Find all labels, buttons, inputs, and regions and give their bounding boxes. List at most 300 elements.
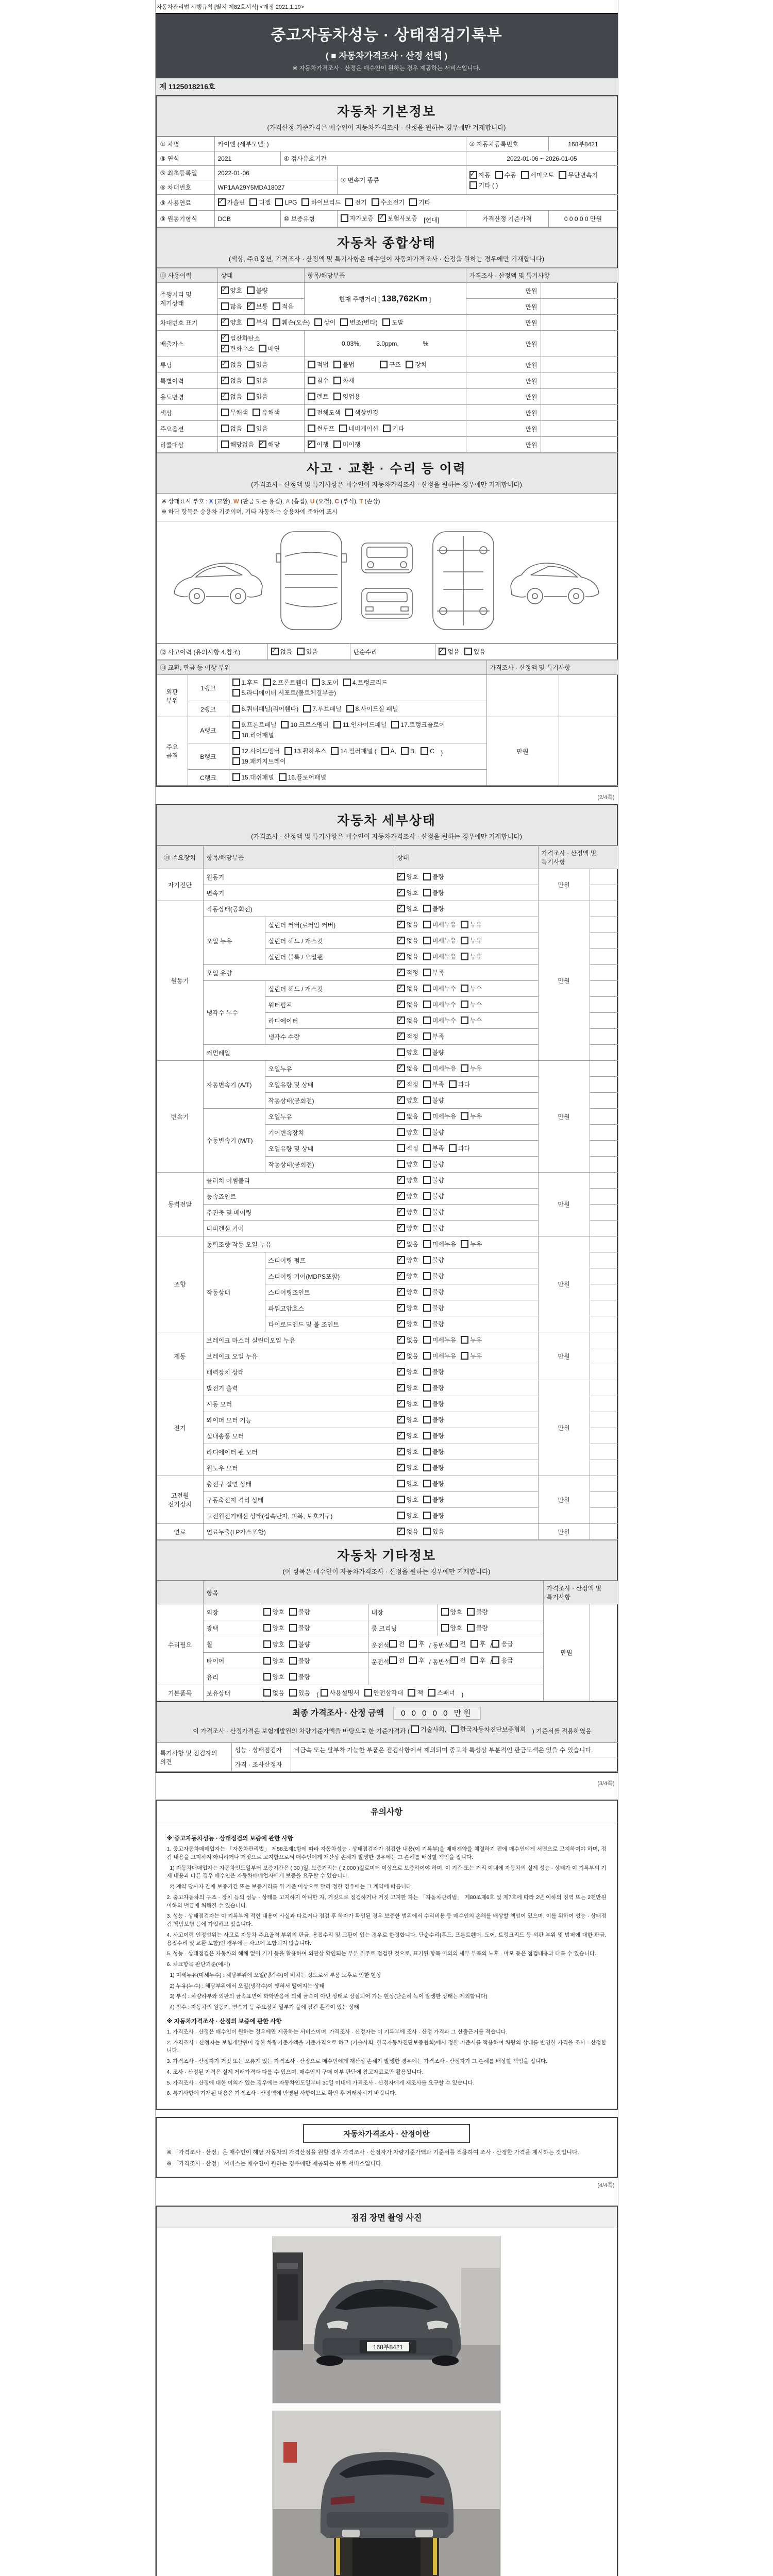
checkbox-unchecked[interactable]	[450, 1656, 466, 1665]
checkbox-checked[interactable]	[397, 1256, 418, 1264]
checkbox-checked[interactable]	[221, 360, 242, 369]
checkbox-unchecked[interactable]	[469, 181, 498, 190]
checkbox-icon	[423, 1368, 431, 1376]
checkbox-unchecked[interactable]	[232, 678, 259, 687]
checkbox-unchecked[interactable]	[423, 1240, 456, 1248]
cell	[590, 949, 618, 965]
checkbox-unchecked[interactable]	[423, 936, 456, 945]
notice-line: ※ 「가격조사 · 산정」은 매수인이 해당 자동차의 가격산정을 원할 경우 가격조사 · 산정자가 차량기준가액과 기준서를 적용하여 조사 · 산정한 가격을 제시하는 것입니다.	[166, 2149, 579, 2156]
checkbox-unchecked[interactable]	[308, 392, 329, 401]
checkbox-checked[interactable]	[397, 1272, 418, 1280]
checkbox-unchecked[interactable]	[423, 920, 456, 929]
checkbox-unchecked[interactable]	[470, 1639, 486, 1648]
checkbox-unchecked[interactable]	[467, 1623, 488, 1632]
checkbox-checked[interactable]	[397, 1064, 418, 1073]
checkbox-unchecked[interactable]	[232, 747, 280, 755]
checkbox-unchecked[interactable]	[467, 1607, 488, 1616]
checkbox-unchecked[interactable]	[397, 1160, 418, 1168]
checkbox-cell	[260, 1653, 368, 1669]
checkbox-icon	[308, 393, 315, 400]
checkbox-unchecked[interactable]	[423, 1319, 444, 1328]
cell: 연료누출(LP가스포함)	[203, 1524, 394, 1540]
checkbox-unchecked[interactable]	[428, 1688, 455, 1697]
checkbox-unchecked[interactable]	[423, 1399, 444, 1408]
checkbox-unchecked[interactable]	[423, 1016, 456, 1025]
notice-box	[156, 1800, 618, 2110]
checkbox-checked[interactable]	[397, 888, 418, 897]
checkbox-unchecked[interactable]	[423, 1463, 444, 1472]
checkbox-unchecked[interactable]	[301, 198, 341, 207]
checkbox-unchecked[interactable]	[314, 318, 335, 327]
cell: ② 자동차등록번호	[466, 137, 548, 151]
checkbox-checked[interactable]	[439, 647, 460, 656]
checkbox-unchecked[interactable]	[423, 1415, 444, 1424]
checkbox-unchecked[interactable]	[451, 1725, 526, 1734]
checkbox-unchecked[interactable]	[343, 678, 388, 687]
checkbox-unchecked[interactable]	[423, 1431, 444, 1440]
checkbox-label: 과다	[458, 1081, 470, 1089]
checkbox-unchecked[interactable]	[263, 1640, 284, 1649]
checkbox-icon	[397, 1368, 405, 1376]
checkbox-checked[interactable]	[397, 1447, 418, 1456]
checkbox-unchecked[interactable]	[461, 1335, 482, 1344]
checkbox-unchecked[interactable]	[389, 1639, 405, 1648]
checkbox-label: 적정	[406, 1145, 418, 1153]
checkbox-checked[interactable]	[397, 872, 418, 881]
checkbox-unchecked[interactable]	[289, 1623, 310, 1632]
cell-text: /	[490, 1658, 492, 1666]
checkbox-label: 미세누유	[432, 953, 457, 961]
checkbox-unchecked[interactable]	[221, 424, 242, 433]
checkbox-unchecked[interactable]	[423, 1287, 444, 1296]
checkbox-unchecked[interactable]	[461, 952, 482, 961]
checkbox-unchecked[interactable]	[423, 1096, 444, 1105]
cell	[590, 1284, 618, 1300]
checkbox-unchecked[interactable]	[232, 773, 274, 782]
cell: 수리필요	[157, 1604, 203, 1685]
checkbox-unchecked[interactable]	[450, 1639, 466, 1648]
checkbox-label: 없음	[447, 648, 460, 656]
checkbox-unchecked[interactable]	[232, 688, 337, 697]
checkbox-unchecked[interactable]	[346, 704, 398, 713]
checkbox-unchecked[interactable]	[221, 440, 254, 449]
checkbox-icon	[461, 1240, 468, 1248]
checkbox-unchecked[interactable]	[461, 936, 482, 945]
checkbox-unchecked[interactable]	[333, 376, 355, 385]
checkbox-icon	[341, 214, 348, 222]
checkbox-icon	[397, 1352, 405, 1360]
checkbox-checked[interactable]	[469, 171, 491, 179]
checkbox-unchecked[interactable]	[341, 214, 374, 223]
checkbox-unchecked[interactable]	[247, 286, 268, 295]
checkbox-unchecked[interactable]	[397, 1479, 418, 1488]
checkbox-unchecked[interactable]	[284, 747, 326, 755]
checkbox-checked[interactable]	[397, 1383, 418, 1392]
checkbox-icon	[461, 921, 468, 928]
cell: 만원	[543, 1604, 590, 1701]
checkbox-icon	[345, 198, 353, 206]
checkbox-unchecked[interactable]	[423, 1192, 444, 1200]
checkbox-unchecked[interactable]	[441, 1607, 462, 1616]
checkbox-icon	[397, 1096, 405, 1104]
checkbox-label: 양호	[406, 1496, 418, 1504]
checkbox-unchecked[interactable]	[461, 1351, 482, 1360]
checkbox-unchecked[interactable]	[449, 1144, 470, 1153]
checkbox-unchecked[interactable]	[492, 1639, 513, 1648]
checkbox-checked[interactable]	[397, 1032, 418, 1041]
section-detail-subtitle: (가격조사 · 산정액 및 특기사항은 매수인이 자동차가격조사 · 산정을 원하는 경우에만 기재합니다)	[251, 833, 522, 841]
checkbox-checked[interactable]	[221, 392, 242, 401]
checkbox-unchecked[interactable]	[461, 1000, 482, 1009]
checkbox-unchecked[interactable]	[423, 968, 444, 977]
checkbox-unchecked[interactable]	[289, 1656, 310, 1665]
checkbox-unchecked[interactable]	[423, 1080, 444, 1089]
checkbox-unchecked[interactable]	[423, 1495, 444, 1504]
checkbox-unchecked[interactable]	[406, 360, 427, 369]
checkbox-unchecked[interactable]	[461, 1240, 482, 1248]
checkbox-unchecked[interactable]	[289, 1640, 310, 1649]
checkbox-checked[interactable]	[397, 1208, 418, 1216]
cell-text: 138,762Km	[381, 293, 428, 303]
notice-line: 2. 가격조사 · 산정자는 보험개발원이 정한 차량기준가액을 기준가격으로 하고 (기술사회, 한국자동차진단보증협회)에서 정한 기준서를 적용하여 차량의 상태를 반영한 가격을 조사 · 산정합니다.	[166, 2039, 607, 2054]
checkbox-unchecked[interactable]	[423, 1479, 444, 1488]
checkbox-checked[interactable]	[397, 1527, 418, 1536]
table-row	[157, 717, 618, 743]
checkbox-label: 없음	[406, 1528, 418, 1536]
header-cell: 가격조사 · 산정액 및 특기사항	[466, 268, 618, 283]
cell: 주행거리 및 계기상태	[157, 283, 217, 315]
checkbox-unchecked[interactable]	[423, 984, 456, 993]
checkbox-unchecked[interactable]	[423, 1447, 444, 1456]
checkbox-unchecked[interactable]	[232, 704, 299, 713]
checkbox-checked[interactable]	[397, 1415, 418, 1424]
checkbox-unchecked[interactable]	[281, 720, 329, 729]
checkbox-checked[interactable]	[397, 1224, 418, 1232]
checkbox-unchecked[interactable]	[383, 424, 404, 433]
checkbox-icon	[221, 440, 229, 448]
checkbox-icon	[423, 1016, 431, 1024]
checkbox-checked[interactable]	[397, 1463, 418, 1472]
checkbox-unchecked[interactable]	[380, 360, 401, 369]
checkbox-unchecked[interactable]	[308, 360, 329, 369]
checkbox-unchecked[interactable]	[339, 424, 378, 433]
checkbox-icon	[461, 937, 468, 944]
checkbox-unchecked[interactable]	[423, 1112, 456, 1121]
checkbox-checked[interactable]	[397, 1399, 418, 1408]
checkbox-checked[interactable]	[397, 984, 418, 993]
checkbox-checked[interactable]	[397, 952, 418, 961]
checkbox-unchecked[interactable]	[449, 1080, 470, 1089]
checkbox-icon	[333, 440, 341, 448]
notice-line: 1. 중고자동차매매업자는 「자동차관리법」 제58조제1항에 따라 자동차성능 · 상태점검자가 점검한 내용(이 기록부)을 매매계약을 체결하기 전에 매수인에게 서면으로 고지하여야 하며, 점검 내용을 고지하지 아니하거나 거짓으로 고지함으로써 매수인에게 재산상 손해가 발생한 경우에는 그 손해를 배상할 책임을 집니다.	[166, 1846, 607, 1860]
checkbox-unchecked[interactable]	[423, 1367, 444, 1376]
checkbox-checked[interactable]	[247, 302, 268, 311]
checkbox-checked[interactable]	[397, 1240, 418, 1248]
checkbox-cell	[337, 211, 466, 227]
checkbox-unchecked[interactable]	[461, 984, 482, 993]
checkbox-unchecked[interactable]	[263, 1607, 284, 1616]
checkbox-unchecked[interactable]	[461, 1016, 482, 1025]
checkbox-icon	[423, 1144, 431, 1152]
checkbox-unchecked[interactable]	[364, 1688, 404, 1697]
checkbox-unchecked[interactable]	[423, 904, 444, 913]
checkbox-label: 있음	[256, 393, 268, 400]
checkbox-unchecked[interactable]	[423, 1511, 444, 1520]
checkbox-checked[interactable]	[308, 440, 329, 449]
checkbox-unchecked[interactable]	[340, 318, 377, 327]
checkbox-unchecked[interactable]	[461, 920, 482, 929]
table-row	[157, 1380, 618, 1396]
cell: 실린더 헤드 / 개스킷	[265, 981, 394, 997]
checkbox-icon	[461, 1064, 468, 1072]
checkbox-unchecked[interactable]	[247, 360, 268, 369]
checkbox-checked[interactable]	[397, 1367, 418, 1376]
cell-text: / 동반석	[429, 1658, 450, 1666]
checkbox-checked[interactable]	[221, 376, 242, 385]
checkbox-icon	[449, 1080, 457, 1088]
checkbox-unchecked[interactable]	[247, 318, 268, 327]
cell	[590, 933, 618, 949]
checkbox-unchecked[interactable]	[345, 198, 366, 207]
checkbox-unchecked[interactable]	[397, 1495, 418, 1504]
checkbox-unchecked[interactable]	[303, 704, 341, 713]
car-diagram-area	[157, 521, 617, 643]
checkbox-label: 없음	[406, 1352, 418, 1360]
checkbox-label: 없음	[406, 921, 418, 929]
cell	[590, 1093, 618, 1109]
checkbox-checked[interactable]	[397, 1351, 418, 1360]
checkbox-icon	[397, 1288, 405, 1296]
checkbox-unchecked[interactable]	[423, 952, 456, 961]
checkbox-unchecked[interactable]	[308, 376, 329, 385]
cell	[486, 675, 559, 717]
checkbox-unchecked[interactable]	[421, 747, 434, 755]
checkbox-unchecked[interactable]	[275, 198, 297, 206]
checkbox-checked[interactable]	[397, 1096, 418, 1105]
checkbox-unchecked[interactable]	[321, 1688, 360, 1697]
checkbox-unchecked[interactable]	[333, 392, 361, 401]
checkbox-unchecked[interactable]	[382, 318, 404, 327]
checkbox-unchecked[interactable]	[345, 408, 378, 417]
checkbox-checked[interactable]	[271, 647, 292, 656]
checkbox-unchecked[interactable]	[423, 1048, 444, 1057]
checkbox-unchecked[interactable]	[423, 888, 444, 897]
checkbox-label: 적정	[406, 1081, 418, 1089]
checkbox-unchecked[interactable]	[409, 1639, 425, 1648]
checkbox-unchecked[interactable]	[423, 1176, 444, 1184]
checkbox-label: 없음	[230, 361, 242, 368]
header-cell: 가격조사 · 산정액 및 특기사항	[486, 660, 618, 675]
checkbox-checked[interactable]	[397, 1080, 418, 1089]
checkbox-unchecked[interactable]	[470, 1656, 486, 1665]
checkbox-label: 불량	[432, 1384, 444, 1392]
checkbox-unchecked[interactable]	[397, 1112, 418, 1121]
checkbox-label: 과다	[458, 1145, 470, 1153]
checkbox-unchecked[interactable]	[232, 757, 286, 766]
checkbox-label: 스패너	[437, 1689, 455, 1697]
checkbox-unchecked[interactable]	[372, 198, 405, 207]
checkbox-icon	[423, 1112, 431, 1120]
checkbox-checked[interactable]	[221, 344, 254, 353]
checkbox-unchecked[interactable]	[423, 1128, 444, 1137]
checkbox-unchecked[interactable]	[423, 1256, 444, 1264]
checkbox-label: 12.사이드멤버	[241, 748, 280, 755]
checkbox-checked[interactable]	[397, 968, 418, 977]
checkbox-checked[interactable]	[397, 904, 418, 913]
checkbox-unchecked[interactable]	[312, 678, 339, 687]
checkbox-unchecked[interactable]	[273, 302, 294, 311]
checkbox-unchecked[interactable]	[333, 720, 386, 729]
checkbox-unchecked[interactable]	[423, 1160, 444, 1168]
cell	[590, 1444, 618, 1460]
checkbox-unchecked[interactable]	[397, 1144, 418, 1153]
cell: WP1AA29Y5MDA18027	[214, 180, 337, 195]
checkbox-icon	[397, 1192, 405, 1200]
checkbox-checked[interactable]	[397, 1287, 418, 1296]
checkbox-icon	[423, 1048, 431, 1056]
cell	[541, 315, 618, 331]
cell: 변속기	[157, 1061, 203, 1173]
checkbox-unchecked[interactable]	[259, 344, 280, 353]
checkbox-unchecked[interactable]	[263, 678, 308, 687]
checkbox-unchecked[interactable]	[221, 302, 242, 311]
checkbox-unchecked[interactable]	[441, 1623, 462, 1632]
checkbox-unchecked[interactable]	[232, 720, 277, 729]
checkbox-unchecked[interactable]	[461, 1112, 482, 1121]
checkbox-checked[interactable]	[397, 920, 418, 929]
checkbox-unchecked[interactable]	[263, 1623, 284, 1632]
cell: 만원	[538, 1061, 590, 1173]
cell: ⑦ 변속기 종류	[337, 166, 466, 195]
checkbox-unchecked[interactable]	[495, 171, 516, 179]
checkbox-unchecked[interactable]	[464, 647, 485, 656]
checkbox-unchecked[interactable]	[423, 1335, 456, 1344]
checkbox-label: 불량	[432, 889, 444, 897]
checkbox-checked[interactable]	[221, 318, 242, 327]
checkbox-unchecked[interactable]	[408, 1688, 423, 1697]
checkbox-unchecked[interactable]	[232, 731, 274, 739]
checkbox-checked[interactable]	[218, 198, 245, 207]
checkbox-label: 불량	[432, 1049, 444, 1057]
checkbox-checked[interactable]	[397, 1016, 418, 1025]
checkbox-unchecked[interactable]	[423, 1303, 444, 1312]
cell: 스티어링조인트	[265, 1284, 394, 1300]
checkbox-unchecked[interactable]	[401, 747, 416, 755]
checkbox-unchecked[interactable]	[411, 1725, 446, 1734]
checkbox-unchecked[interactable]	[247, 376, 268, 385]
car-diagram-underbody-view	[433, 532, 494, 630]
checkbox-checked[interactable]	[397, 1319, 418, 1328]
checkbox-unchecked[interactable]	[263, 1656, 284, 1665]
checkbox-checked[interactable]	[397, 1303, 418, 1312]
checkbox-unchecked[interactable]	[409, 198, 430, 207]
cell	[590, 1492, 618, 1508]
checkbox-icon	[271, 648, 279, 655]
checkbox-unchecked[interactable]	[381, 747, 396, 755]
checkbox-checked[interactable]	[397, 936, 418, 945]
checkbox-unchecked[interactable]	[221, 408, 248, 417]
checkbox-unchecked[interactable]	[423, 1224, 444, 1232]
checkbox-unchecked[interactable]	[247, 392, 268, 401]
checkbox-unchecked[interactable]	[391, 720, 445, 729]
checkbox-unchecked[interactable]	[521, 171, 554, 179]
checkbox-label: 11.인사이드패널	[343, 721, 387, 729]
checkbox-unchecked[interactable]	[423, 1351, 456, 1360]
checkbox-icon	[461, 1352, 468, 1360]
checkbox-unchecked[interactable]	[279, 773, 327, 782]
checkbox-unchecked[interactable]	[308, 408, 341, 417]
checkbox-unchecked[interactable]	[423, 1000, 456, 1009]
checkbox-unchecked[interactable]	[423, 1527, 444, 1536]
checkbox-unchecked[interactable]	[389, 1656, 405, 1665]
checkbox-unchecked[interactable]	[559, 171, 598, 179]
cell: 가격 · 조사산정자	[231, 1757, 291, 1772]
checkbox-unchecked[interactable]	[423, 1383, 444, 1392]
checkbox-label: 양호	[272, 1640, 284, 1648]
checkbox-checked[interactable]	[378, 214, 417, 223]
checkbox-unchecked[interactable]	[423, 1208, 444, 1216]
checkbox-unchecked[interactable]	[409, 1656, 425, 1665]
checkbox-label: 있음	[256, 377, 268, 384]
checkbox-unchecked[interactable]	[289, 1688, 310, 1697]
checkbox-unchecked[interactable]	[397, 1128, 418, 1137]
checkbox-icon	[263, 1608, 271, 1616]
checkbox-unchecked[interactable]	[397, 1511, 418, 1520]
cell: 자동변속기 (A/T)	[203, 1061, 265, 1109]
checkbox-unchecked[interactable]	[308, 424, 335, 433]
checkbox-unchecked[interactable]	[297, 647, 318, 656]
checkbox-unchecked[interactable]	[249, 198, 271, 207]
checkbox-checked[interactable]	[397, 1335, 418, 1344]
checkbox-unchecked[interactable]	[253, 408, 280, 417]
cell: 변속기	[203, 885, 394, 901]
checkbox-unchecked[interactable]	[423, 872, 444, 881]
checkbox-unchecked[interactable]	[273, 318, 310, 327]
checkbox-unchecked[interactable]	[461, 1064, 482, 1073]
overall-condition-table	[157, 268, 617, 453]
checkbox-unchecked[interactable]	[492, 1656, 513, 1665]
checkbox-icon	[397, 1304, 405, 1312]
checkbox-checked[interactable]	[397, 1000, 418, 1009]
checkbox-unchecked[interactable]	[263, 1688, 284, 1697]
cell	[590, 1061, 618, 1077]
cell: 내장	[368, 1604, 438, 1620]
checkbox-unchecked[interactable]	[333, 360, 355, 369]
checkbox-label: 기타	[418, 199, 431, 206]
checkbox-unchecked[interactable]	[423, 1272, 444, 1280]
checkbox-checked[interactable]	[221, 334, 260, 343]
checkbox-unchecked[interactable]	[423, 1032, 444, 1041]
checkbox-checked[interactable]	[397, 1176, 418, 1184]
checkbox-checked[interactable]	[397, 1431, 418, 1440]
checkbox-icon	[389, 1640, 397, 1648]
checkbox-cell	[394, 1284, 538, 1300]
checkbox-unchecked[interactable]	[423, 1064, 456, 1073]
checkbox-unchecked[interactable]	[289, 1607, 310, 1616]
cell: 만원	[538, 1236, 590, 1332]
checkbox-unchecked[interactable]	[289, 1672, 310, 1681]
checkbox-unchecked[interactable]	[397, 1048, 418, 1057]
checkbox-unchecked[interactable]	[263, 1672, 284, 1681]
checkbox-checked[interactable]	[221, 286, 242, 295]
checkbox-unchecked[interactable]	[423, 1144, 444, 1153]
checkbox-checked[interactable]	[397, 1192, 418, 1200]
table-row	[157, 1581, 618, 1604]
checkbox-unchecked[interactable]	[331, 747, 376, 755]
checkbox-unchecked[interactable]	[333, 440, 361, 449]
checkbox-unchecked[interactable]	[247, 424, 268, 433]
checkbox-checked[interactable]	[259, 440, 280, 449]
